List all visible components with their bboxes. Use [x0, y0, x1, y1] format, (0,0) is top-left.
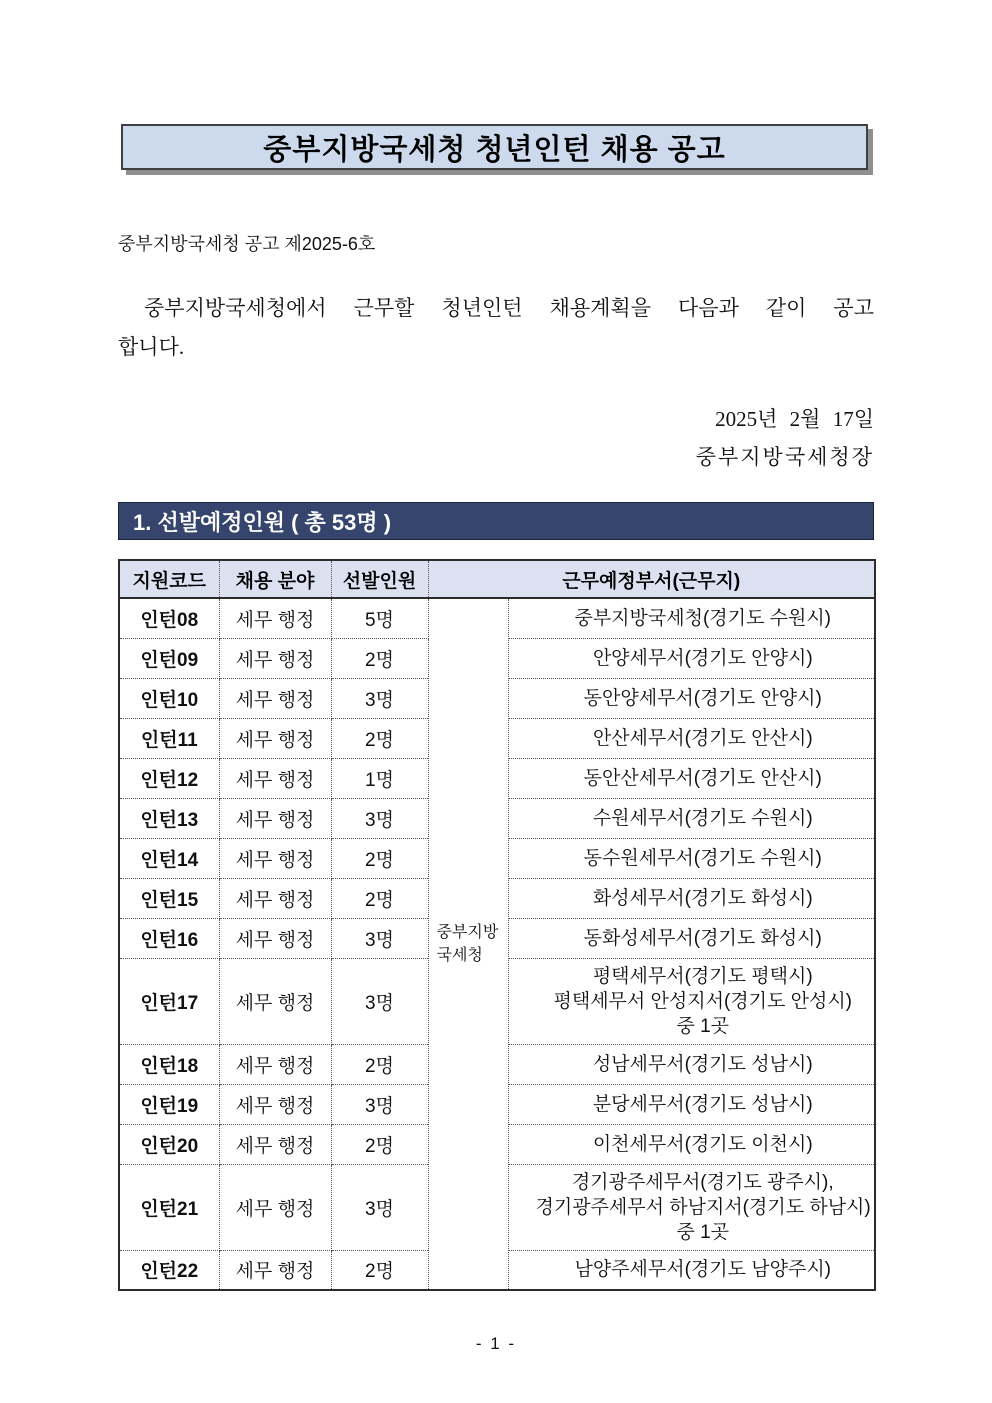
cell-office-group — [428, 598, 508, 1290]
work-location-line: 분당세무서(경기도 성남시) — [592, 1093, 813, 1115]
work-location-line: 화성세무서(경기도 화성시) — [592, 887, 813, 909]
work-location-line: 동안양세무서(경기도 안양시) — [583, 687, 822, 709]
cell-selection-count: 3명 — [331, 1084, 428, 1124]
work-location-line: 평택세무서(경기도 평택시) — [592, 965, 813, 987]
cell-selection-count: 3명 — [331, 958, 428, 1044]
cell-application-code: 인턴22 — [119, 1250, 219, 1290]
cell-recruitment-field: 세무 행정 — [219, 678, 331, 718]
cell-recruitment-field: 세무 행정 — [219, 798, 331, 838]
cell-selection-count: 2명 — [331, 1250, 428, 1290]
work-location-line: 동화성세무서(경기도 화성시) — [583, 927, 822, 949]
work-location-line: 평택세무서 안성지서(경기도 안성시) — [553, 990, 853, 1012]
header-recruitment-field: 채용 분야 — [219, 560, 331, 598]
cell-selection-count: 3명 — [331, 798, 428, 838]
cell-recruitment-field: 세무 행정 — [219, 958, 331, 1044]
cell-application-code: 인턴21 — [119, 1164, 219, 1250]
work-location-line: 중 1곳 — [676, 1221, 730, 1243]
work-location-line: 안양세무서(경기도 안양시) — [592, 647, 813, 669]
cell-application-code: 인턴13 — [119, 798, 219, 838]
header-application-code: 지원코드 — [119, 560, 219, 598]
cell-application-code: 인턴20 — [119, 1124, 219, 1164]
body-paragraph — [118, 289, 874, 367]
cell-work-location — [508, 718, 875, 758]
cell-work-location — [508, 758, 875, 798]
work-location-line: 경기광주세무서(경기도 광주시), — [571, 1171, 834, 1193]
cell-application-code: 인턴09 — [119, 638, 219, 678]
body-paragraph-line-1: 중부지방국세청에서 근무할 청년인턴 채용계획을 다음과 같이 공고 — [144, 296, 874, 320]
cell-selection-count: 2명 — [331, 1044, 428, 1084]
table-header-row — [119, 560, 875, 598]
cell-work-location — [508, 878, 875, 918]
cell-application-code: 인턴11 — [119, 718, 219, 758]
cell-work-location — [508, 678, 875, 718]
cell-recruitment-field: 세무 행정 — [219, 878, 331, 918]
cell-selection-count: 3명 — [331, 678, 428, 718]
section-1-title: 1. 선발예정인원 ( 총 53명 ) — [133, 509, 392, 535]
cell-application-code: 인턴15 — [119, 878, 219, 918]
work-location-line: 동수원세무서(경기도 수원시) — [583, 847, 822, 869]
cell-work-location — [508, 1164, 875, 1250]
work-location-line: 성남세무서(경기도 성남시) — [592, 1053, 813, 1075]
cell-application-code: 인턴19 — [119, 1084, 219, 1124]
signatory: 중부지방국세청장 — [695, 445, 874, 469]
work-location-line: 중부지방국세청(경기도 수원시) — [574, 607, 832, 629]
table-body — [119, 598, 875, 1290]
cell-work-location — [508, 1250, 875, 1290]
office-group-label-line: 국세청 — [436, 947, 483, 964]
work-location-line: 동안산세무서(경기도 안산시) — [583, 767, 822, 789]
cell-application-code: 인턴10 — [119, 678, 219, 718]
cell-work-location — [508, 918, 875, 958]
cell-work-location — [508, 838, 875, 878]
cell-work-location — [508, 798, 875, 838]
work-location-line: 중 1곳 — [676, 1015, 730, 1037]
announcement-date: 2025년 2월 17일 — [715, 407, 874, 431]
cell-work-location — [508, 1084, 875, 1124]
cell-recruitment-field: 세무 행정 — [219, 1124, 331, 1164]
cell-application-code: 인턴14 — [119, 838, 219, 878]
cell-recruitment-field: 세무 행정 — [219, 758, 331, 798]
cell-recruitment-field: 세무 행정 — [219, 838, 331, 878]
cell-recruitment-field: 세무 행정 — [219, 1044, 331, 1084]
cell-recruitment-field: 세무 행정 — [219, 918, 331, 958]
cell-application-code: 인턴08 — [119, 598, 219, 638]
cell-selection-count: 1명 — [331, 758, 428, 798]
work-location-line: 이천세무서(경기도 이천시) — [592, 1133, 813, 1155]
work-location-line: 경기광주세무서 하남지서(경기도 하남시) — [535, 1196, 871, 1218]
cell-work-location — [508, 1044, 875, 1084]
cell-recruitment-field: 세무 행정 — [219, 1084, 331, 1124]
recruitment-table — [118, 559, 876, 1291]
recruitment-table-wrap — [118, 559, 874, 1291]
cell-application-code: 인턴18 — [119, 1044, 219, 1084]
announcement-number: 중부지방국세청 공고 제2025-6호 — [118, 234, 376, 254]
page-number: - 1 - — [475, 1334, 517, 1353]
cell-work-location — [508, 598, 875, 638]
cell-application-code: 인턴17 — [119, 958, 219, 1044]
cell-selection-count: 2명 — [331, 878, 428, 918]
office-group-label-line: 중부지방 — [436, 924, 499, 941]
cell-recruitment-field: 세무 행정 — [219, 1164, 331, 1250]
title-banner — [121, 124, 868, 170]
cell-selection-count: 2명 — [331, 838, 428, 878]
cell-selection-count: 2명 — [331, 1124, 428, 1164]
cell-work-location — [508, 1124, 875, 1164]
section-1-header — [118, 502, 874, 540]
cell-selection-count: 5명 — [331, 598, 428, 638]
cell-work-location — [508, 958, 875, 1044]
header-selection-count: 선발인원 — [331, 560, 428, 598]
cell-selection-count: 3명 — [331, 1164, 428, 1250]
work-location-line: 안산세무서(경기도 안산시) — [592, 727, 813, 749]
cell-selection-count: 3명 — [331, 918, 428, 958]
table-row — [119, 598, 875, 638]
work-location-line: 남양주세무서(경기도 남양주시) — [574, 1259, 832, 1281]
cell-recruitment-field: 세무 행정 — [219, 638, 331, 678]
cell-recruitment-field: 세무 행정 — [219, 1250, 331, 1290]
body-paragraph-line-2: 합니다. — [118, 335, 185, 359]
header-work-department: 근무예정부서(근무지) — [428, 560, 875, 598]
work-location-line: 수원세무서(경기도 수원시) — [592, 807, 813, 829]
cell-selection-count: 2명 — [331, 638, 428, 678]
cell-selection-count: 2명 — [331, 718, 428, 758]
cell-application-code: 인턴12 — [119, 758, 219, 798]
cell-work-location — [508, 638, 875, 678]
cell-recruitment-field: 세무 행정 — [219, 598, 331, 638]
cell-application-code: 인턴16 — [119, 918, 219, 958]
document-title: 중부지방국세청 청년인턴 채용 공고 — [263, 133, 726, 166]
cell-recruitment-field: 세무 행정 — [219, 718, 331, 758]
